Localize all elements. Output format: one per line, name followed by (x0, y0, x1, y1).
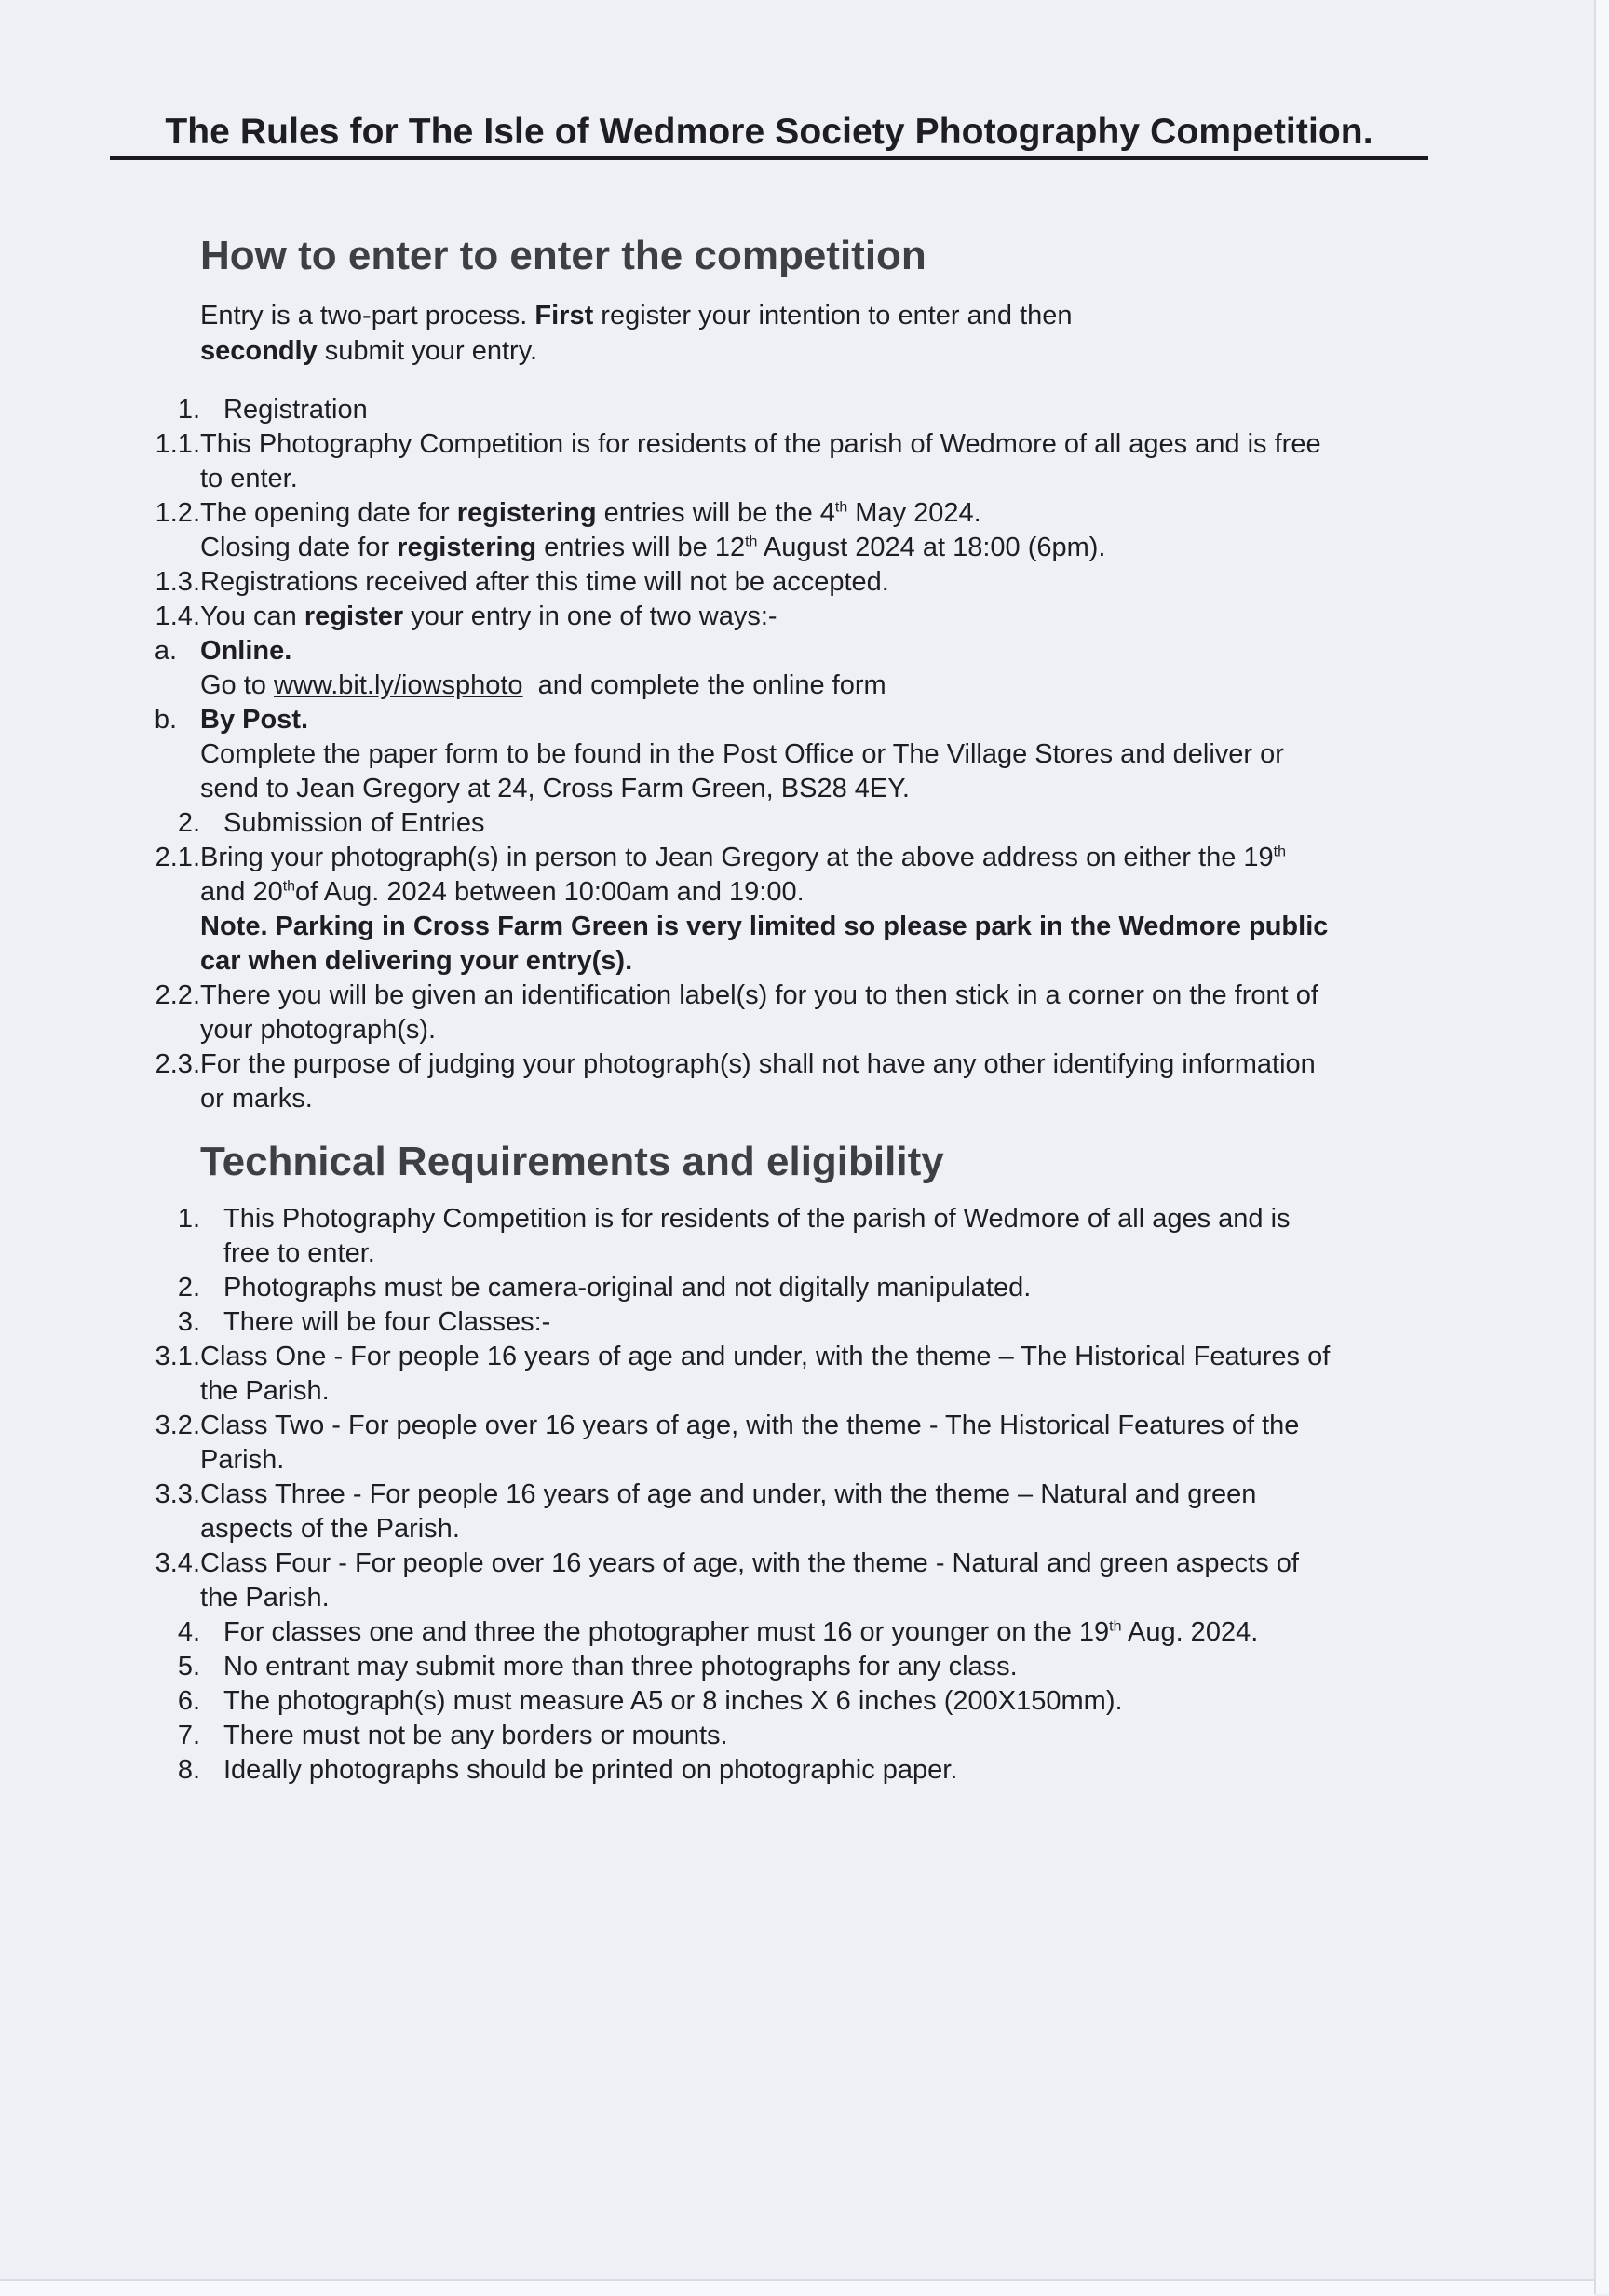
page-edge-bottom (0, 2279, 1594, 2296)
text-run: entries will be the 4 (596, 498, 835, 528)
item-number: 2.3. (155, 1049, 200, 1079)
item-text: Photographs must be camera-original and not digitally manipulated. (223, 1273, 1032, 1303)
list-item (130, 1719, 1341, 1753)
list-item (130, 1047, 1341, 1116)
superscript: th (1109, 1618, 1122, 1635)
text-run: and complete the online form (522, 670, 886, 700)
list-item (130, 1305, 1341, 1340)
item-text: Class Three - For people 16 years of age and under, with the theme – Natural and green aspects of the Parish. (200, 1479, 1257, 1544)
item-number: b. (154, 705, 177, 735)
text-run: May 2024. (847, 498, 981, 528)
item-number: 3.1. (155, 1342, 200, 1371)
list-item (130, 634, 1341, 703)
item-text: There you will be given an identification label(s) for you to then stick in a corner on the front of your photograph(s). (200, 980, 1318, 1045)
intro-paragraph (200, 298, 1341, 369)
item-text: The photograph(s) must measure A5 or 8 inches X 6 inches (200X150mm). (223, 1686, 1123, 1716)
list-item (130, 1615, 1341, 1650)
item-text: Ideally photographs should be printed on photographic paper. (223, 1755, 958, 1785)
item-number: 1.3. (155, 567, 200, 597)
item-text: This Photography Competition is for residents of the parish of Wedmore of all ages and is free to enter. (200, 429, 1321, 493)
item-number: a. (154, 636, 177, 666)
section-heading-how-to-enter: How to enter to enter the competition (200, 233, 926, 278)
superscript: th (1273, 844, 1286, 860)
item-text: Class One - For people 16 years of age and under, with the theme – The Historical Features of the Parish. (200, 1342, 1331, 1406)
list-item (130, 600, 1341, 634)
item-text (200, 634, 1336, 703)
superscript: th (834, 499, 848, 516)
item-text: Submission of Entries (223, 808, 485, 838)
item-number: 6. (177, 1686, 200, 1716)
list-item (130, 841, 1341, 979)
list-item (130, 1650, 1341, 1684)
item-number: 7. (177, 1721, 200, 1750)
text-run: The opening date for (200, 498, 457, 528)
intro-bold-first: First (534, 301, 594, 331)
item-number: 2. (177, 808, 200, 838)
text-run: Bring your photograph(s) in person to Jean Gregory at the above address on either the 19 (200, 843, 1274, 872)
text-run: Closing date for (200, 533, 398, 562)
item-text: Registration (223, 395, 368, 425)
item-number: 1.4. (155, 601, 200, 631)
rules-content (130, 233, 1341, 1788)
item-text (200, 841, 1336, 979)
text-run: Go to (200, 670, 274, 700)
item-number: 2.2. (155, 980, 200, 1010)
list-item (130, 1478, 1341, 1546)
item-number: 1. (177, 1204, 200, 1234)
item-number: 5. (177, 1652, 200, 1681)
item-number: 3. (177, 1307, 200, 1337)
text-run: Aug. 2024. (1121, 1617, 1259, 1647)
item-text (200, 600, 1336, 634)
item-text: This Photography Competition is for residents of the parish of Wedmore of all ages and is free to enter. (223, 1204, 1291, 1268)
item-number: 4. (177, 1617, 200, 1647)
list-item (130, 1340, 1341, 1409)
list-item (130, 1202, 1341, 1271)
text-run: and 20 (200, 877, 283, 907)
superscript: th (282, 878, 296, 895)
item-number: 2. (177, 1273, 200, 1303)
page-title: The Rules for The Isle of Wedmore Society Photography Competition. (165, 112, 1373, 152)
list-item (130, 979, 1341, 1047)
list-item (130, 496, 1341, 565)
intro-text: Entry is a two-part process. (200, 301, 535, 331)
bold-run: register (304, 601, 404, 631)
text-run: Complete the paper form to be found in the Post Office or The Village Stores and deliver or send to Jean Gregory at 24, Cross Farm Green, BS28 4EY. (200, 739, 1284, 804)
item-text: Registrations received after this time will not be accepted. (200, 567, 889, 597)
list-item (130, 806, 1341, 841)
item-number: 3.2. (155, 1411, 200, 1440)
intro-bold-secondly: secondly (200, 336, 318, 366)
text-run: You can (200, 601, 304, 631)
bold-run: registering (456, 498, 597, 528)
list-item (130, 1409, 1341, 1478)
item-number: 1. (177, 395, 200, 425)
item-number: 3.3. (155, 1479, 200, 1509)
item-text: There must not be any borders or mounts. (223, 1721, 728, 1750)
list-item (130, 565, 1341, 600)
list-item (130, 1271, 1341, 1305)
text-run: of Aug. 2024 between 10:00am and 19:00. (295, 877, 804, 907)
parking-note: Note. Parking in Cross Farm Green is very limited so please park in the Wedmore public car when delivering your entry(s). (200, 912, 1329, 976)
list-item (130, 393, 1341, 427)
superscript: th (745, 533, 758, 550)
text-run: For classes one and three the photographer must 16 or younger on the 19 (223, 1617, 1110, 1647)
item-text: Class Two - For people over 16 years of age, with the theme - The Historical Features of the Parish. (200, 1411, 1300, 1475)
list-item (130, 1546, 1341, 1615)
page-edge-right (1594, 0, 1609, 2294)
intro-text: submit your entry. (317, 336, 538, 366)
item-number: 1.2. (155, 498, 200, 528)
title-block (110, 112, 1428, 160)
text-run: your entry in one of two ways:- (403, 601, 777, 631)
bold-run: Online. (200, 636, 292, 666)
intro-text: register your intention to enter and then (593, 301, 1073, 331)
bold-run: By Post. (200, 705, 309, 735)
item-number: 3.4. (155, 1548, 200, 1578)
item-number: 8. (177, 1755, 200, 1785)
item-number: 2.1. (155, 843, 200, 872)
section-heading-technical: Technical Requirements and eligibility (200, 1139, 944, 1184)
text-run: August 2024 at 18:00 (6pm). (757, 533, 1106, 562)
item-number: 1.1. (155, 429, 200, 459)
bold-run: registering (397, 533, 537, 562)
list-item (130, 1753, 1341, 1788)
item-text: Class Four - For people over 16 years of age, with the theme - Natural and green aspects of the Parish. (200, 1548, 1299, 1613)
item-text (200, 1615, 1341, 1650)
item-text: No entrant may submit more than three photographs for any class. (223, 1652, 1018, 1681)
list-item (130, 1684, 1341, 1719)
list-item (130, 703, 1341, 806)
text-run: entries will be 12 (536, 533, 746, 562)
list-item (130, 427, 1341, 496)
online-form-link[interactable]: www.bit.ly/iowsphoto (274, 670, 523, 700)
item-text (200, 496, 1336, 565)
item-text (200, 703, 1336, 806)
item-text: There will be four Classes:- (223, 1307, 551, 1337)
item-text: For the purpose of judging your photograph(s) shall not have any other identifying information or marks. (200, 1049, 1316, 1114)
